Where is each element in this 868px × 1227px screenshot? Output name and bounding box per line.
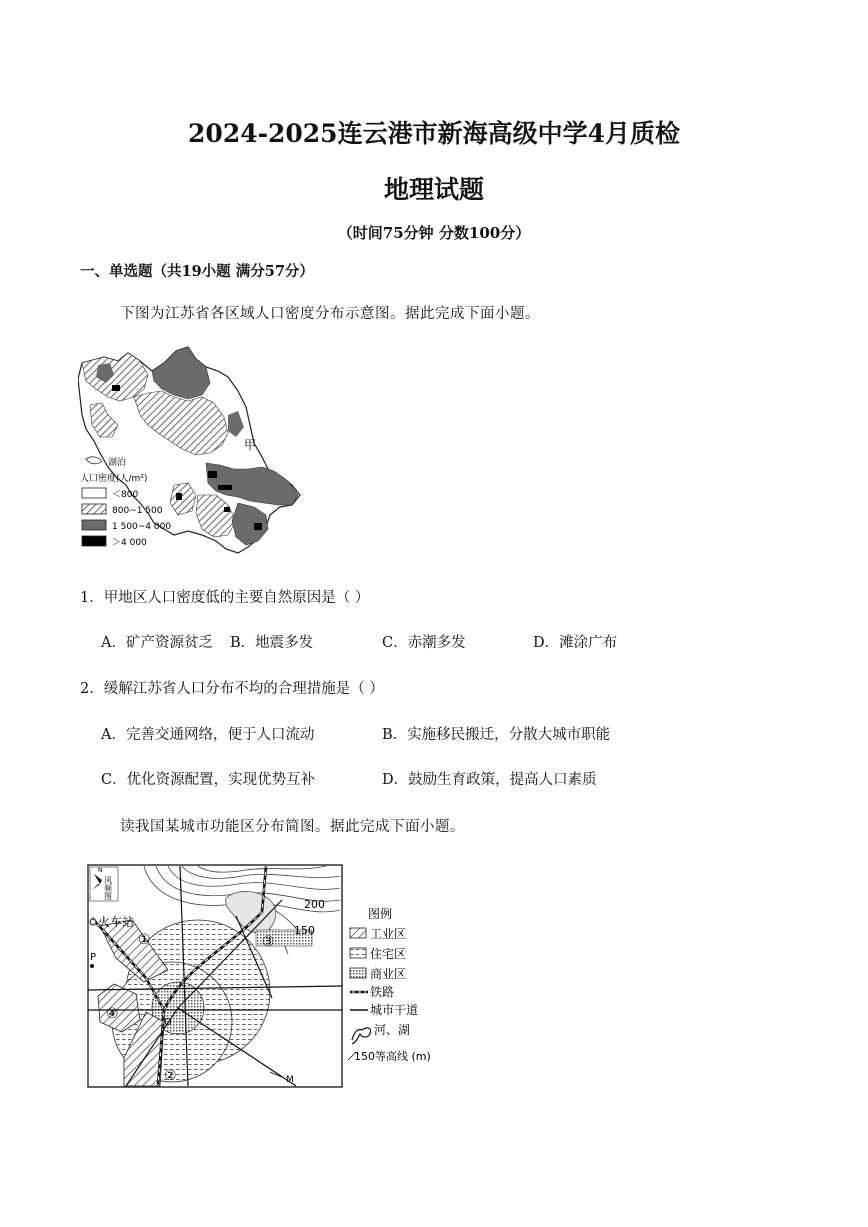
jiangsu-population-map bbox=[78, 345, 308, 557]
section-heading: 一、单选题（共19小题 满分57分） bbox=[80, 263, 314, 280]
legend-label-high: 1 500~4 000 bbox=[112, 522, 172, 532]
marker-o: O bbox=[164, 1017, 172, 1028]
legend-swatch-low bbox=[82, 488, 106, 498]
legend-residential-swatch bbox=[350, 948, 366, 958]
marker-m: M bbox=[286, 1075, 294, 1085]
question-1-option-b: B．地震多发 bbox=[230, 635, 314, 651]
place-label-jia: 甲 bbox=[244, 438, 257, 452]
legend-river-lake-icon bbox=[352, 1028, 371, 1044]
legend-lake-label: 湖泊 bbox=[108, 458, 127, 468]
legend-label-very-high: ＞4 000 bbox=[112, 538, 147, 548]
zone-label-4: ④ bbox=[106, 1006, 119, 1022]
lake-legend-icon bbox=[86, 457, 102, 464]
legend-industrial-swatch bbox=[350, 928, 366, 938]
legend-river-lake-label: 河、湖 bbox=[374, 1023, 411, 1037]
legend-railway-label: 铁路 bbox=[370, 985, 395, 999]
svg-text:N: N bbox=[98, 867, 103, 874]
question-2-option-d: D．鼓励生育政策，提高人口素质 bbox=[382, 772, 597, 788]
question-1-stem: 1．甲地区人口密度低的主要自然原因是（ ） bbox=[80, 590, 370, 606]
group2-intro: 读我国某城市功能区分布简图。据此完成下面小题。 bbox=[120, 819, 465, 835]
legend-label-low: ＜800 bbox=[112, 490, 139, 500]
legend-commercial-swatch bbox=[350, 968, 366, 978]
contour-label-200: 200 bbox=[304, 898, 325, 911]
contour-label-150: 150 bbox=[294, 924, 315, 937]
legend-residential-label: 住宅区 bbox=[370, 947, 407, 961]
question-1-option-c: C．赤潮多发 bbox=[382, 635, 466, 651]
legend-commercial-label: 商业区 bbox=[370, 967, 407, 981]
legend-title: 图例 bbox=[368, 907, 393, 921]
question-2-option-a: A．完善交通网络，便于人口流动 bbox=[101, 727, 315, 743]
legend-swatch-high bbox=[82, 520, 106, 530]
train-station-label: 火车站 bbox=[98, 915, 135, 929]
document-title: 2024-2025连云港市新海高级中学4月质检 bbox=[188, 119, 680, 148]
legend-road-label: 城市干道 bbox=[370, 1003, 419, 1017]
legend-swatch-very-high bbox=[82, 536, 106, 546]
legend-swatch-medium bbox=[82, 504, 106, 514]
city-function-zone-map bbox=[86, 862, 456, 1092]
legend-contour-label: 150等高线 (m) bbox=[354, 1050, 431, 1063]
question-1-option-d: D．滩涂广布 bbox=[533, 635, 618, 651]
train-station-icon bbox=[90, 919, 96, 925]
question-1-option-a: A．矿产资源贫乏 bbox=[101, 635, 213, 651]
legend-industrial-label: 工业区 bbox=[370, 927, 407, 941]
legend-label-medium: 800~1 500 bbox=[112, 506, 163, 516]
exam-info: （时间75分钟 分数100分） bbox=[337, 224, 531, 242]
group1-intro: 下图为江苏省各区域人口密度分布示意图。据此完成下面小题。 bbox=[120, 306, 540, 322]
question-2-stem: 2．缓解江苏省人口分布不均的合理措施是（ ） bbox=[80, 681, 384, 697]
zone-label-2: ② bbox=[164, 1068, 177, 1084]
question-2-option-c: C．优化资源配置，实现优势互补 bbox=[101, 772, 316, 788]
zone-label-1: ① bbox=[138, 932, 151, 948]
subject-title: 地理试题 bbox=[383, 175, 484, 204]
zone-label-3: ③ bbox=[262, 934, 275, 950]
marker-p: P bbox=[90, 952, 97, 963]
wind-rose-label: 风频图 bbox=[103, 876, 113, 900]
question-2-option-b: B．实施移民搬迁，分散大城市职能 bbox=[382, 727, 611, 743]
legend-density-title: 人口密度(人/m²) bbox=[80, 474, 148, 484]
